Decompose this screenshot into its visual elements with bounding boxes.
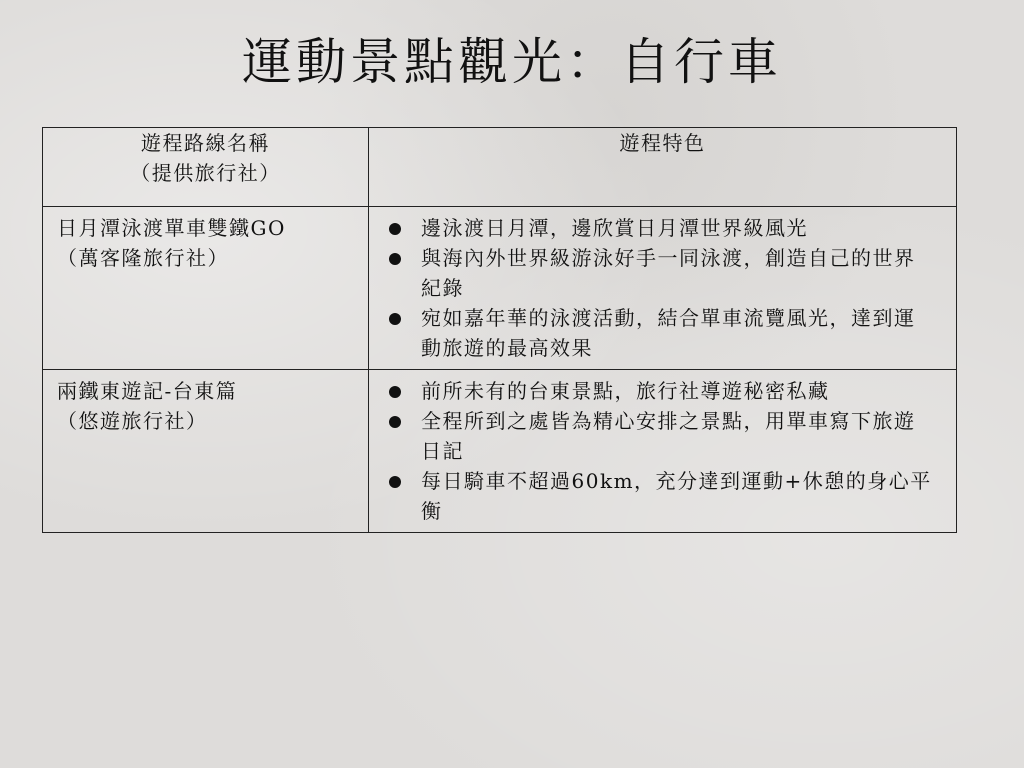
feature-item (379, 243, 936, 303)
feature-item (379, 466, 936, 526)
route-column-header (43, 128, 369, 207)
itinerary-table (42, 127, 957, 533)
feature-text: 宛如嘉年華的泳渡活動，結合單車流覽風光，達到運動旅遊的最高效果 (421, 306, 916, 360)
bullet-icon (389, 253, 401, 265)
table-header-row (43, 128, 957, 207)
route-header-agency: （提供旅行社） (130, 161, 281, 185)
bullet-icon (389, 476, 401, 488)
feature-item (379, 213, 936, 243)
features-column-header: 遊程特色 (369, 128, 957, 207)
feature-text: 全程所到之處皆為精心安排之景點，用單車寫下旅遊日記 (421, 409, 916, 463)
route-agency: （悠遊旅行社） (57, 409, 208, 433)
route-cell (43, 370, 369, 533)
route-header-name: 遊程路線名稱 (141, 131, 270, 155)
feature-item (379, 376, 936, 406)
feature-text: 與海內外世界級游泳好手一同泳渡，創造自己的世界紀錄 (421, 246, 916, 300)
bullet-icon (389, 313, 401, 325)
bullet-icon (389, 416, 401, 428)
route-name: 兩鐵東遊記-台東篇 (57, 379, 238, 403)
features-cell (369, 207, 957, 370)
feature-item (379, 303, 936, 363)
bullet-icon (389, 223, 401, 235)
slide-title: 運動景點觀光：自行車 (242, 33, 782, 91)
table-row (43, 207, 957, 370)
table-row (43, 370, 957, 533)
feature-list (379, 213, 936, 363)
feature-list (379, 376, 936, 526)
route-cell (43, 207, 369, 370)
route-agency: （萬客隆旅行社） (57, 246, 229, 270)
bullet-icon (389, 386, 401, 398)
feature-item (379, 406, 936, 466)
feature-text: 前所未有的台東景點，旅行社導遊秘密私藏 (421, 379, 830, 403)
features-cell (369, 370, 957, 533)
feature-text: 邊泳渡日月潭，邊欣賞日月潭世界級風光 (421, 216, 808, 240)
feature-text: 每日騎車不超過60km，充分達到運動+休憩的身心平衡 (421, 469, 932, 523)
route-name: 日月潭泳渡單車雙鐵GO (57, 216, 286, 240)
